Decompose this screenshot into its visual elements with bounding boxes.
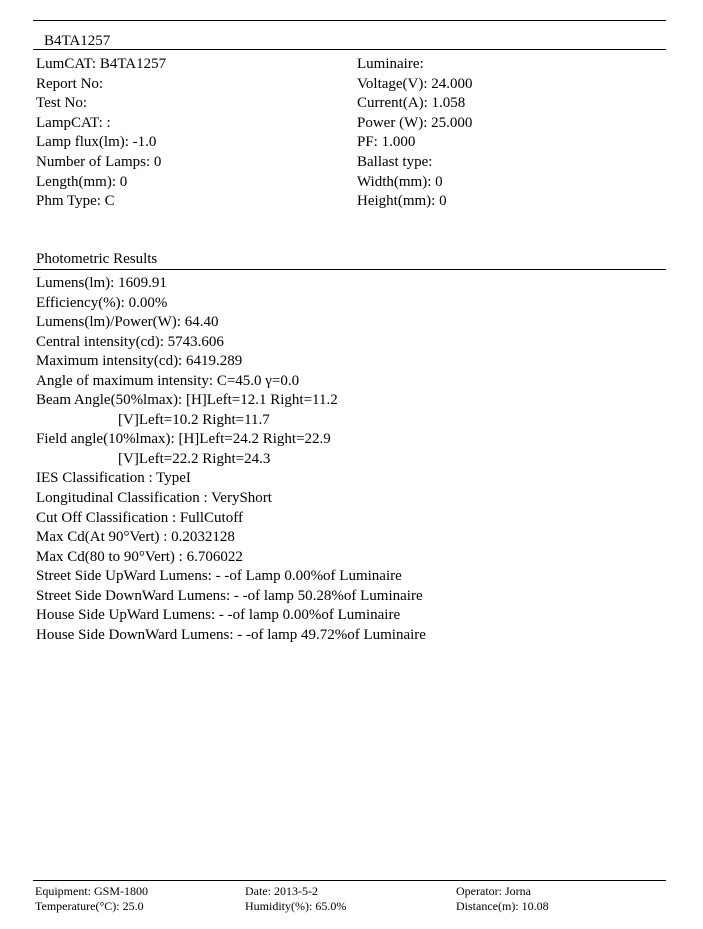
result-cutoff-classification: Cut Off Classification : FullCutoff [36,509,243,526]
footer-operator: Operator: Jorna [456,884,531,898]
info-width: Width(mm): 0 [357,173,443,190]
info-lamp-flux: Lamp flux(lm): -1.0 [36,134,157,151]
result-lumens: Lumens(lm): 1609.91 [36,275,167,291]
result-house-side-upward: House Side UpWard Lumens: - -of lamp 0.00%of Luminaire [36,607,401,624]
result-street-side-upward: Street Side UpWard Lumens: - -of Lamp 0.00%of Luminaire [36,568,402,585]
report-title: B4TA1257 [44,33,111,49]
top-rule [33,20,666,21]
result-field-angle-v: [V]Left=22.2 Right=24.3 [118,450,271,467]
results-rule [33,269,666,270]
info-lampcat: LampCAT: : [36,114,111,131]
info-current: Current(A): 1.058 [357,95,466,112]
footer-equipment: Equipment: GSM-1800 [35,884,148,898]
title-rule [33,49,666,50]
footer-col-3 [456,884,549,914]
result-longitudinal-classification: Longitudinal Classification : VeryShort [36,490,272,507]
result-street-side-downward: Street Side DownWard Lumens: - -of lamp 50.28%of Luminaire [36,587,423,604]
result-beam-angle-v: [V]Left=10.2 Right=11.7 [118,411,270,428]
info-pf: PF: 1.000 [357,134,416,151]
result-field-angle-h: Field angle(10%lmax): [H]Left=24.2 Right=22.9 [36,431,331,448]
footer-humidity: Humidity(%): 65.0% [245,899,347,913]
info-right-column [357,55,473,212]
result-beam-angle-h: Beam Angle(50%lmax): [H]Left=12.1 Right=11.2 [36,392,338,409]
results-heading: Photometric Results [36,251,158,267]
footer-col-2 [245,884,346,914]
info-report-no: Report No: [36,75,104,92]
info-ballast-type: Ballast type: [357,153,433,170]
info-voltage: Voltage(V): 24.000 [357,75,473,92]
result-house-side-downward: House Side DownWard Lumens: - -of lamp 49.72%of Luminaire [36,626,426,643]
info-height: Height(mm): 0 [357,193,447,210]
info-test-no: Test No: [36,95,88,112]
info-phm-type: Phm Type: C [36,193,115,210]
info-left-column [36,55,166,212]
footer-distance: Distance(m): 10.08 [456,899,549,913]
info-lumcat: LumCAT: B4TA1257 [36,56,167,72]
result-angle-max-intensity: Angle of maximum intensity: C=45.0 γ=0.0 [36,372,300,389]
info-length: Length(mm): 0 [36,173,128,190]
result-central-intensity: Central intensity(cd): 5743.606 [36,333,224,350]
footer-date: Date: 2013-5-2 [245,884,318,898]
result-maximum-intensity: Maximum intensity(cd): 6419.289 [36,353,243,370]
result-max-cd-80-90: Max Cd(80 to 90°Vert) : 6.706022 [36,548,243,565]
result-ies-classification: IES Classification : TypeI [36,470,191,487]
info-luminaire: Luminaire: [357,56,424,72]
result-efficiency: Efficiency(%): 0.00% [36,294,168,311]
result-max-cd-90: Max Cd(At 90°Vert) : 0.2032128 [36,529,235,546]
photometric-results [36,274,426,645]
info-number-of-lamps: Number of Lamps: 0 [36,153,162,170]
footer-temperature: Temperature(°C): 25.0 [35,899,144,913]
footer-rule [33,880,666,881]
info-power: Power (W): 25.000 [357,114,473,131]
footer-col-1 [35,884,148,914]
result-lumens-per-watt: Lumens(lm)/Power(W): 64.40 [36,314,219,331]
